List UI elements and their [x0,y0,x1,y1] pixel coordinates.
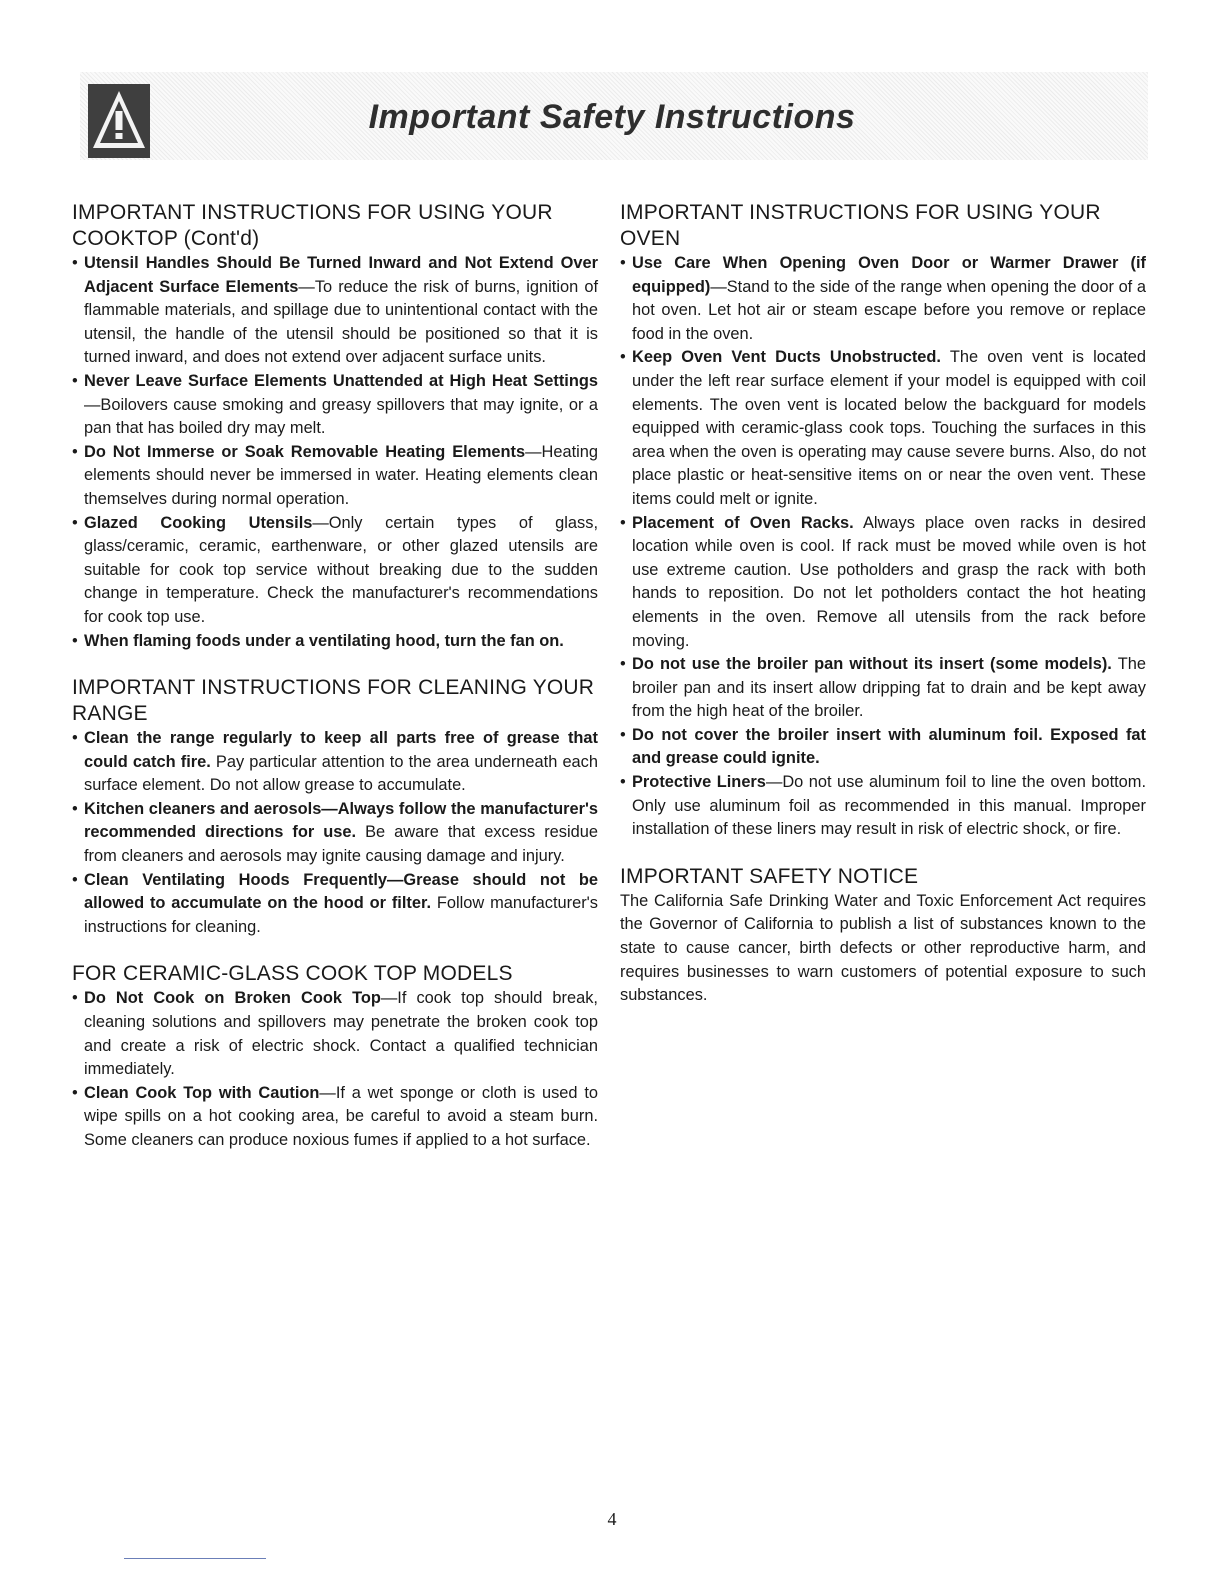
list-item: • Keep Oven Vent Ducts Unobstructed. The oven vent is located under the left rear surface element if your model is equipped with coil elements. The oven vent is located below the backguard for models equipped with ceramic-glass cook tops. Touching the surfaces in this area when the oven is operating may cause severe burns. Also, do not place plastic or heat-sensitive items on or near the oven vent. These items could melt or ignite. [620,346,1146,511]
list-item: • Placement of Oven Racks. Always place oven racks in desired location while oven is cool. If rack must be moved while oven is hot use extreme caution. Use potholders and grasp the rack with both hands to reposition. Do not let potholders contact the hot heating elements in the oven. Remove all utensils from the rack before moving. [620,512,1146,654]
list-item: • Do not use the broiler pan without its insert (some models). The broiler pan and its insert allow dripping fat to drain and be kept away from the high heat of the broiler. [620,653,1146,724]
list-item: • Utensil Handles Should Be Turned Inward and Not Extend Over Adjacent Surface Elements—To reduce the risk of burns, ignition of flammable materials, and spillage due to unintentional contact with the utensil, the handle of the utensil should be positioned so that it is turned inward, and does not extend over adjacent surface units. [72,252,598,370]
list-item: • Do Not Cook on Broken Cook Top—If cook top should break, cleaning solutions and spillovers may penetrate the broken cook top and create a risk of electric shock. Contact a qualified technician immediately. [72,987,598,1081]
oven-list [620,252,1146,842]
oven-heading: IMPORTANT INSTRUCTIONS FOR USING YOUR OVEN [620,201,1101,250]
cooktop-heading: IMPORTANT INSTRUCTIONS FOR USING YOUR COOKTOP (Cont'd) [72,201,553,250]
ceramic-list [72,987,598,1152]
cooktop-list [72,252,598,653]
left-column [72,200,598,1153]
list-item: • Do Not Immerse or Soak Removable Heating Elements—Heating elements should never be immersed in water. Heating elements clean themselves during normal operation. [72,441,598,512]
list-item: • Protective Liners—Do not use aluminum foil to line the oven bottom. Only use aluminum foil as recommended in this manual. Improper installation of these liners may result in risk of electric shock, or fire. [620,771,1146,842]
list-item: • Do not cover the broiler insert with aluminum foil. Exposed fat and grease could ignite. [620,724,1146,771]
list-item: • Never Leave Surface Elements Unattended at High Heat Settings—Boilovers cause smoking and greasy spillovers that may ignite, or a pan that has boiled dry may melt. [72,370,598,441]
list-item: • When flaming foods under a ventilating hood, turn the fan on. [72,630,598,654]
ceramic-heading: FOR CERAMIC-GLASS COOK TOP MODELS [72,962,513,986]
cleaning-list [72,727,598,939]
right-column [620,200,1146,1008]
notice-text: The California Safe Drinking Water and Toxic Enforcement Act requires the Governor of California to publish a list of substances known to the state to cause cancer, birth defects or other reproductive harm, and requires businesses to warn customers of potential exposure to such substances. [620,891,1146,1005]
notice-heading: IMPORTANT SAFETY NOTICE [620,864,919,888]
list-item: • Use Care When Opening Oven Door or Warmer Drawer (if equipped)—Stand to the side of the range when opening the door of a hot oven. Let hot air or steam escape before you remove or replace food in the oven. [620,252,1146,346]
list-item: • Glazed Cooking Utensils—Only certain types of glass, glass/ceramic, ceramic, earthenware, or other glazed utensils are suitable for cook top service without breaking due to the sudden change in temperature. Check the manufacturer's recommendations for cook top use. [72,512,598,630]
footer-rule [124,1558,266,1559]
list-item: • Clean Cook Top with Caution—If a wet sponge or cloth is used to wipe spills on a hot cooking area, be careful to avoid a steam burn. Some cleaners can produce noxious fumes if applied to a hot surface. [72,1082,598,1153]
page-title: Important Safety Instructions [368,98,856,136]
page-number: 4 [607,1509,617,1529]
list-item: • Clean the range regularly to keep all parts free of grease that could catch fire. Pay particular attention to the area underneath each surface element. Do not allow grease to accumulate. [72,727,598,798]
list-item: • Kitchen cleaners and aerosols—Always follow the manufacturer's recommended directions for use. Be aware that excess residue from cleaners and aerosols may ignite causing damage and injury. [72,798,598,869]
cleaning-heading: IMPORTANT INSTRUCTIONS FOR CLEANING YOUR RANGE [72,676,595,726]
list-item: • Clean Ventilating Hoods Frequently—Grease should not be allowed to accumulate on the hood or filter. Follow manufacturer's instructions for cleaning. [72,869,598,940]
